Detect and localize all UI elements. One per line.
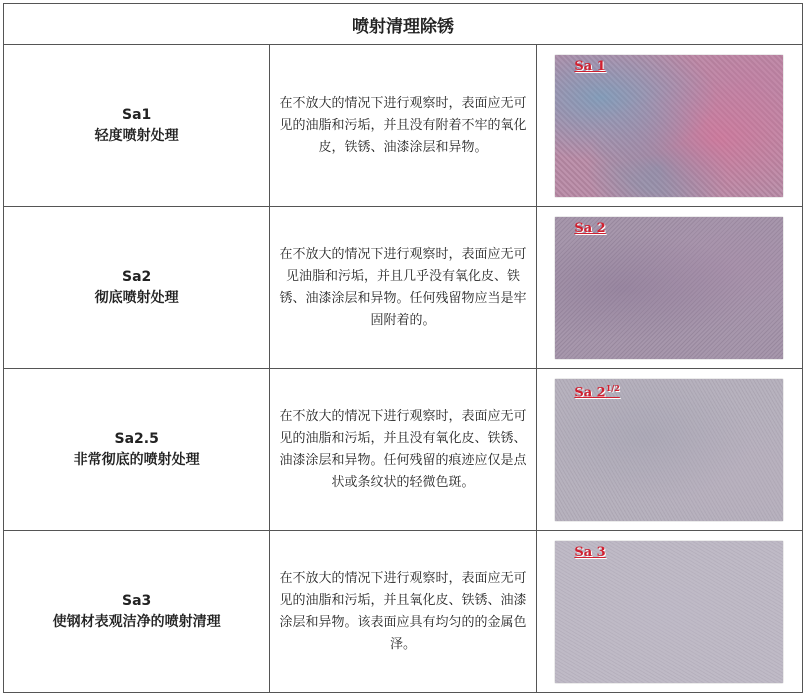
grade-code: Sa2.5	[114, 430, 159, 447]
table-row	[4, 531, 803, 693]
grade-code: Sa1	[122, 106, 152, 123]
grade-cell	[4, 207, 270, 369]
grade-cell	[4, 531, 270, 693]
photo-label-superscript: 1/2	[605, 382, 620, 393]
photo-label	[574, 383, 619, 400]
sample-photo	[555, 217, 783, 359]
description-cell	[270, 45, 536, 207]
table-row	[4, 207, 803, 369]
photo-label: Sa 1	[574, 58, 606, 74]
grade-description: 在不放大的情况下进行观察时，表面应无可见的油脂和污垢，并且没有附着不牢的氧化皮，铁锈、油漆涂层和异物。	[279, 95, 527, 155]
grade-code: Sa2	[122, 268, 152, 285]
description-cell	[270, 531, 536, 693]
photo-label-main: Sa 2	[574, 384, 606, 400]
table-title: 喷射清理除锈	[4, 4, 803, 45]
photo-label: Sa 2	[574, 220, 606, 236]
table-row	[4, 45, 803, 207]
grade-description: 在不放大的情况下进行观察时，表面应无可见的油脂和污垢，并且没有氧化皮、铁锈、油漆涂层和异物。任何残留的痕迹应仅是点状或条纹状的轻微色斑。	[279, 408, 527, 490]
grade-description: 在不放大的情况下进行观察时，表面应无可见的油脂和污垢，并且氧化皮、铁锈、油漆涂层和异物。该表面应具有均匀的的金属色泽。	[279, 570, 527, 652]
table-row	[4, 369, 803, 531]
grade-name: 非常彻底的喷射处理	[73, 451, 200, 468]
grade-cell	[4, 45, 270, 207]
description-cell	[270, 207, 536, 369]
sample-photo	[555, 55, 783, 197]
grade-code: Sa3	[122, 592, 152, 609]
sample-image-cell	[536, 45, 802, 207]
photo-label: Sa 3	[574, 544, 606, 560]
grade-name: 彻底喷射处理	[94, 289, 179, 306]
sample-image-cell	[536, 531, 802, 693]
grade-cell	[4, 369, 270, 531]
sample-image-cell	[536, 207, 802, 369]
grade-name: 使钢材表观洁净的喷射清理	[52, 613, 221, 630]
sample-image-cell	[536, 369, 802, 531]
rust-grade-table	[3, 3, 803, 693]
description-cell	[270, 369, 536, 531]
grade-name: 轻度喷射处理	[94, 127, 179, 144]
grade-description: 在不放大的情况下进行观察时，表面应无可见油脂和污垢，并且几乎没有氧化皮、铁锈、油漆涂层和异物。任何残留物应当是牢固附着的。	[279, 246, 527, 328]
sample-photo	[555, 541, 783, 683]
sample-photo	[555, 379, 783, 521]
